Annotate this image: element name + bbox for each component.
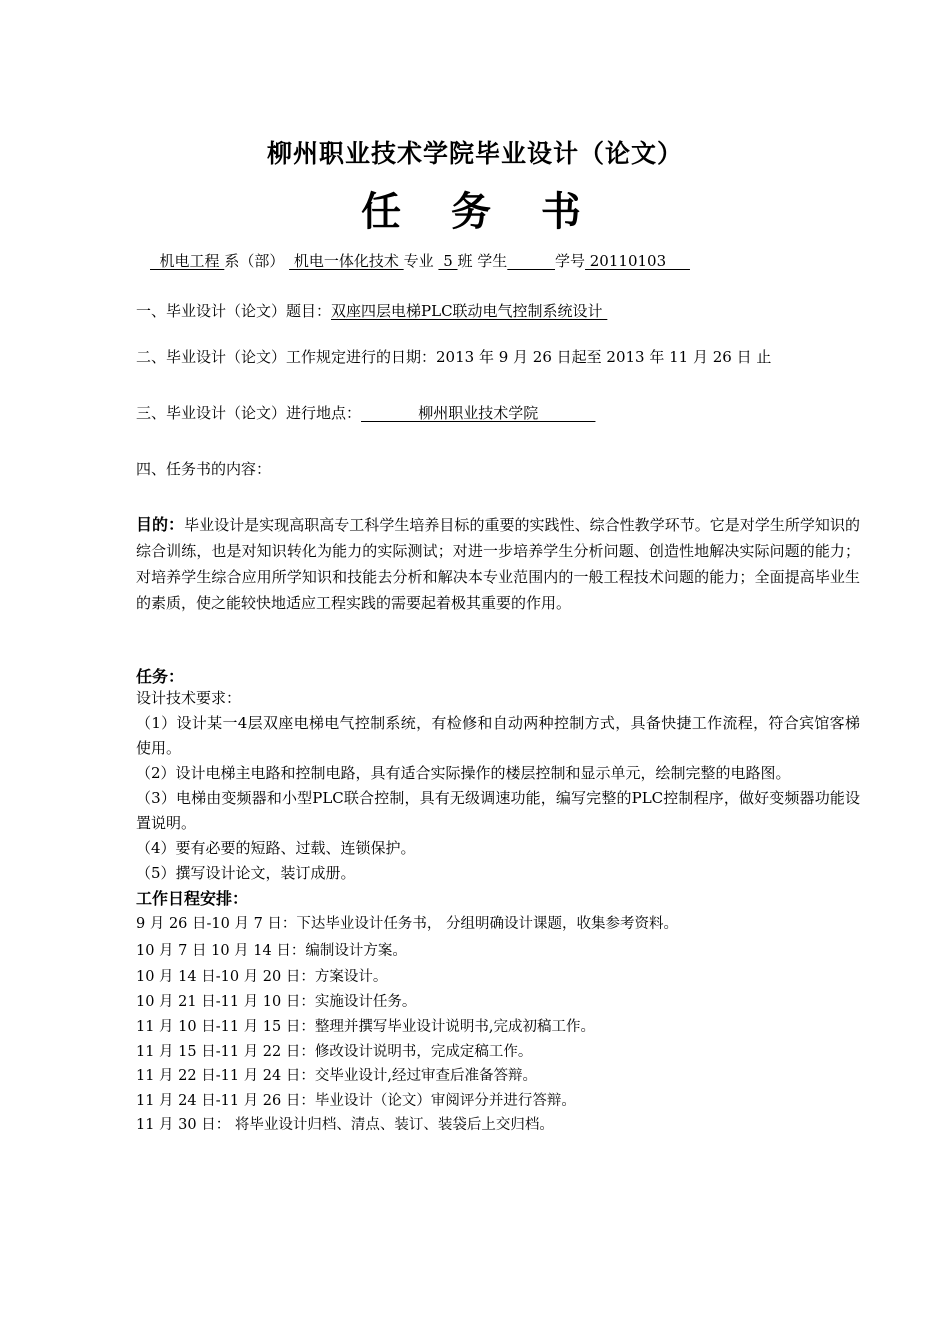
schedule-item: 11 月 10 日-11 月 15 日：整理并撰写毕业设计说明书,完成初稿工作。 <box>136 1019 595 1035</box>
requirement-item: （1）设计某一4层双座电梯电气控制系统，有检修和自动两种控制方式，具备快捷工作流程，符合宾馆客梯使用。 <box>136 714 860 757</box>
purpose-paragraph <box>136 512 860 616</box>
place-value: 柳州职业技术学院 <box>361 404 596 422</box>
task-heading: 任务： <box>136 667 185 686</box>
content-heading: 四、任务书的内容： <box>136 460 272 478</box>
date-line: 二、毕业设计（论文）工作规定进行的日期：2013 年 9 月 26 日起至 2013 年 11 月 26 日 止 <box>136 348 772 366</box>
purpose-label: 目的： <box>136 515 185 534</box>
document-title: 柳州职业技术学院毕业设计（论文） <box>266 139 683 168</box>
topic-line <box>136 300 607 321</box>
schedule-item: 11 月 22 日-11 月 24 日：交毕业设计,经过审查后准备答辩。 <box>136 1068 537 1084</box>
schedule-heading: 工作日程安排： <box>136 889 249 908</box>
requirement-item: （4）要有必要的短路、过载、连锁保护。 <box>136 839 416 857</box>
requirement-item: （2）设计电梯主电路和控制电路，具有适合实际操作的楼层控制和显示单元，绘制完整的电路图。 <box>136 764 791 782</box>
major-value: 机电一体化技术 <box>289 252 404 270</box>
schedule-item: 11 月 24 日-11 月 26 日：毕业设计（论文）审阅评分并进行答辩。 <box>136 1093 576 1109</box>
purpose-text: 毕业设计是实现高职高专工科学生培养目标的重要的实践性、综合性教学环节。它是对学生所学知识的综合训练，也是对知识转化为能力的实际测试；对进一步培养学生分析问题、创造性地解决实际问题的能力；对培养学生综合应用所学知识和技能去分析和解决本专业范围内的一般工程技术问题的能力；全面提高毕业生的素质，使之能较快地适应工程实践的需要起着极其重要的作用。 <box>136 516 860 612</box>
schedule-item: 11 月 30 日： 将毕业设计归档、清点、装订、装袋后上交归档。 <box>136 1117 554 1133</box>
schedule-item: 10 月 21 日-11 月 10 日：实施设计任务。 <box>136 994 417 1010</box>
schedule-item: 10 月 7 日 10 月 14 日：编制设计方案。 <box>136 943 407 959</box>
id-label: 学号 <box>554 252 585 270</box>
place-label: 三、毕业设计（论文）进行地点： <box>136 404 362 422</box>
major-label: 专业 <box>403 252 439 270</box>
schedule-item: 11 月 15 日-11 月 22 日：修改设计说明书，完成定稿工作。 <box>136 1044 533 1060</box>
requirements-block <box>136 686 860 886</box>
requirements-intro: 设计技术要求： <box>136 689 242 707</box>
department-value: 机电工程 <box>150 252 225 270</box>
topic-label: 一、毕业设计（论文）题目： <box>136 302 332 320</box>
department-label: 系（部） <box>224 252 290 270</box>
requirement-item: （3）电梯由变频器和小型PLC联合控制，具有无级调速功能，编写完整的PLC控制程序，做好变频器功能设置说明。 <box>136 789 860 832</box>
id-value: 20110103 <box>585 252 690 270</box>
document-subtitle: 任 务 书 <box>361 189 599 235</box>
requirement-item: （5）撰写设计论文，装订成册。 <box>136 864 356 882</box>
student-value <box>507 252 555 270</box>
schedule-item: 9 月 26 日-10 月 7 日：下达毕业设计任务书， 分组明确设计课题，收集参考资料。 <box>136 916 679 932</box>
place-line <box>136 402 595 423</box>
class-label: 班 学生 <box>457 252 508 270</box>
topic-value: 双座四层电梯PLC联动电气控制系统设计 <box>331 302 608 320</box>
class-value: 5 <box>438 252 458 270</box>
info-line <box>150 250 690 271</box>
schedule-item: 10 月 14 日-10 月 20 日：方案设计。 <box>136 969 388 985</box>
